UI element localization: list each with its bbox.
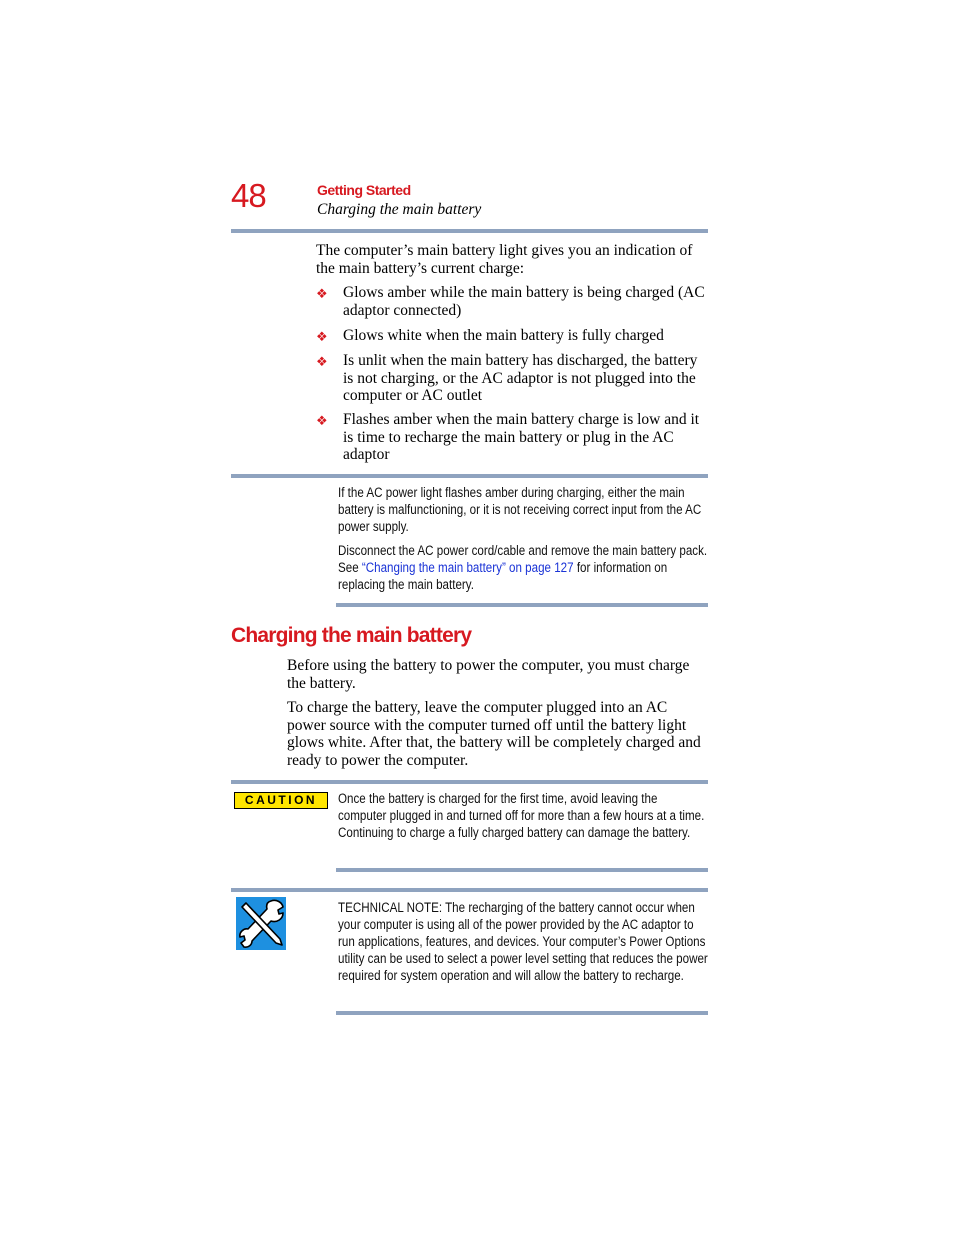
list-item-text: Is unlit when the main battery has discharged, the battery is not charging, or the AC adaptor is not plugged into the computer or AC outlet	[343, 352, 698, 404]
note-paragraph-1: If the AC power light flashes amber during charging, either the main battery is malfunctioning, or it is not receiving correct input from the AC power supply.	[338, 485, 702, 534]
list-item-text: Glows white when the main battery is fully charged	[343, 327, 664, 344]
diamond-bullet-icon: ❖	[316, 354, 328, 369]
tech-note-text: TECHNICAL NOTE: The recharging of the battery cannot occur when your computer is using all of the power provided by the AC adaptor to run applications, features, and devices. Your computer’s Power Options utility can be used to select a power level setting that reduces the power required for system operation and will allow the battery to recharge.	[338, 900, 708, 983]
diamond-bullet-icon: ❖	[316, 286, 328, 301]
note-text-after-link: for information on replacing the main battery.	[338, 560, 668, 592]
chapter-title: Getting Started	[317, 182, 411, 198]
header-rule	[231, 229, 708, 233]
diamond-bullet-icon: ❖	[316, 413, 328, 428]
section-paragraph-2: To charge the battery, leave the computer plugged into an AC power source with the computer turned off until the battery light glows white. After that, the battery will be completely charged and ready to power the computer.	[287, 699, 701, 769]
diamond-bullet-icon: ❖	[316, 329, 328, 344]
note-text-before-link: Disconnect the AC power cord/cable and remove the main battery pack. See	[338, 543, 708, 575]
section-heading: Charging the main battery	[231, 624, 472, 647]
caution-text: Once the battery is charged for the first time, avoid leaving the computer plugged in and turned off for more than a few hours at a time. Continuing to charge a fully charged battery can damage the battery.	[338, 791, 705, 840]
caution-top-rule	[231, 780, 708, 784]
note-top-rule	[231, 474, 708, 478]
page-number: 48	[231, 177, 266, 214]
caution-bottom-rule	[336, 868, 708, 872]
note-bottom-rule	[336, 603, 708, 607]
tech-note-top-rule	[231, 888, 708, 892]
intro-paragraph: The computer’s main battery light gives you an indication of the main battery’s current charge:	[316, 242, 693, 277]
section-paragraph-1: Before using the battery to power the computer, you must charge the battery.	[287, 657, 690, 692]
list-item-text: Flashes amber when the main battery charge is low and it is time to recharge the main battery or plug in the AC adaptor	[343, 411, 700, 463]
note-paragraph-2	[338, 542, 708, 593]
running-section-title: Charging the main battery	[317, 201, 482, 218]
cross-reference-link[interactable]: “Changing the main battery” on page 127	[361, 560, 574, 575]
caution-badge: CAUTION	[234, 792, 328, 809]
wrench-icon	[236, 897, 286, 950]
tech-note-bottom-rule	[336, 1011, 708, 1015]
list-item-text: Glows amber while the main battery is being charged (AC adaptor connected)	[343, 284, 705, 319]
